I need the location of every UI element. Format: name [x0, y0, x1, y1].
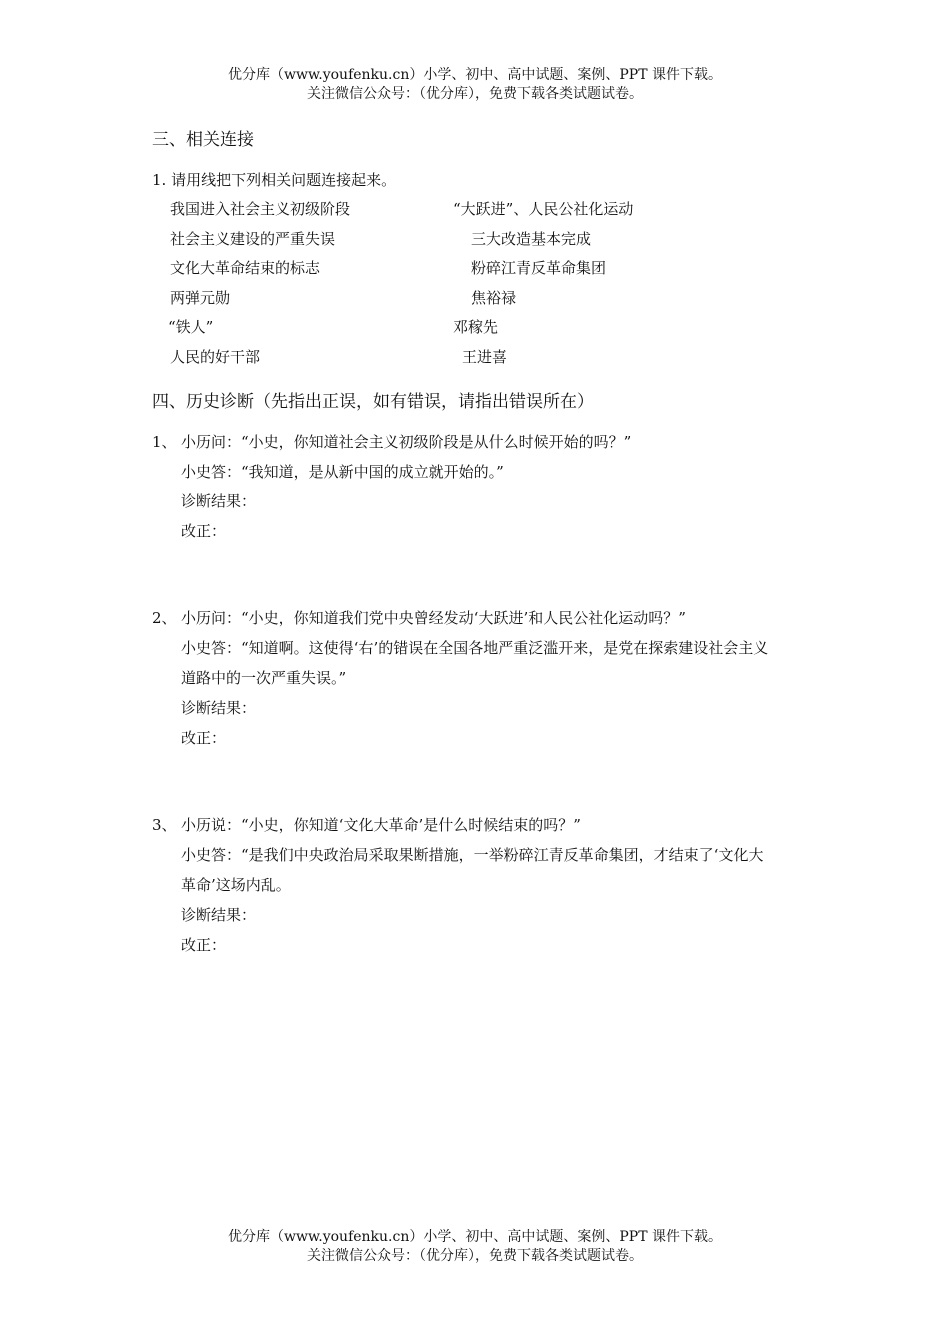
match-left-item: 文化大革命结束的标志: [170, 259, 321, 277]
section3-title: 三、相关连接: [152, 130, 254, 150]
match-left-item: “铁人”: [168, 318, 214, 336]
correction-label: 改正：: [181, 936, 227, 954]
header-banner-line2: 关注微信公众号：（优分库），免费下载各类试题试卷。: [307, 86, 643, 102]
question-ask: 小历说：“小史，你知道‘文化大革命’是什么时候结束的吗？”: [181, 816, 581, 834]
match-left-item: 社会主义建设的严重失误: [170, 230, 336, 248]
question-number: 1、: [152, 433, 177, 451]
question-number: 2、: [152, 609, 177, 627]
header-banner-line1: 优分库（www.youfenku.cn）小学、初中、高中试题、案例、PPT 课件下载。: [227, 67, 722, 83]
question-ask: 小历问：“小史，你知道我们党中央曾经发动‘大跃进’和人民公社化运动吗？”: [181, 609, 686, 627]
question-answer: 道路中的一次严重失误。”: [181, 669, 347, 687]
diagnosis-label: 诊断结果：: [181, 699, 257, 717]
question-ask: 小历问：“小史，你知道社会主义初级阶段是从什么时候开始的吗？”: [181, 433, 632, 451]
match-right-item: 三大改造基本完成: [471, 230, 592, 248]
question-answer: 小史答：“是我们中央政治局采取果断措施，一举粉碎江青反革命集团，才结束了‘文化大: [181, 846, 764, 864]
footer-banner-line2: 关注微信公众号：（优分库），免费下载各类试题试卷。: [307, 1248, 643, 1264]
match-left-item: 两弹元勋: [170, 289, 231, 307]
diagnosis-label: 诊断结果：: [181, 906, 257, 924]
match-right-item: 焦裕禄: [471, 289, 517, 307]
match-right-item: “大跃进”、人民公社化运动: [453, 200, 634, 218]
question-answer: 小史答：“我知道，是从新中国的成立就开始的。”: [181, 463, 504, 481]
footer-banner-line1: 优分库（www.youfenku.cn）小学、初中、高中试题、案例、PPT 课件下载。: [227, 1229, 722, 1245]
match-left-item: 我国进入社会主义初级阶段: [170, 200, 351, 218]
question-answer: 革命’这场内乱。: [181, 876, 291, 894]
diagnosis-label: 诊断结果：: [181, 492, 257, 510]
match-left-item: 人民的好干部: [170, 348, 261, 366]
correction-label: 改正：: [181, 729, 227, 747]
section4-title: 四、历史诊断（先指出正误，如有错误，请指出错误所在）: [152, 392, 594, 412]
question-answer: 小史答：“知道啊。这使得‘右’的错误在全国各地严重泛滥开来，是党在探索建设社会主义: [181, 639, 769, 657]
match-right-item: 邓稼先: [453, 318, 499, 336]
section3-instruction: 1. 请用线把下列相关问题连接起来。: [152, 171, 397, 189]
match-right-item: 粉碎江青反革命集团: [471, 259, 607, 277]
match-right-item: 王进喜: [462, 348, 508, 366]
correction-label: 改正：: [181, 522, 227, 540]
question-number: 3、: [152, 816, 177, 834]
